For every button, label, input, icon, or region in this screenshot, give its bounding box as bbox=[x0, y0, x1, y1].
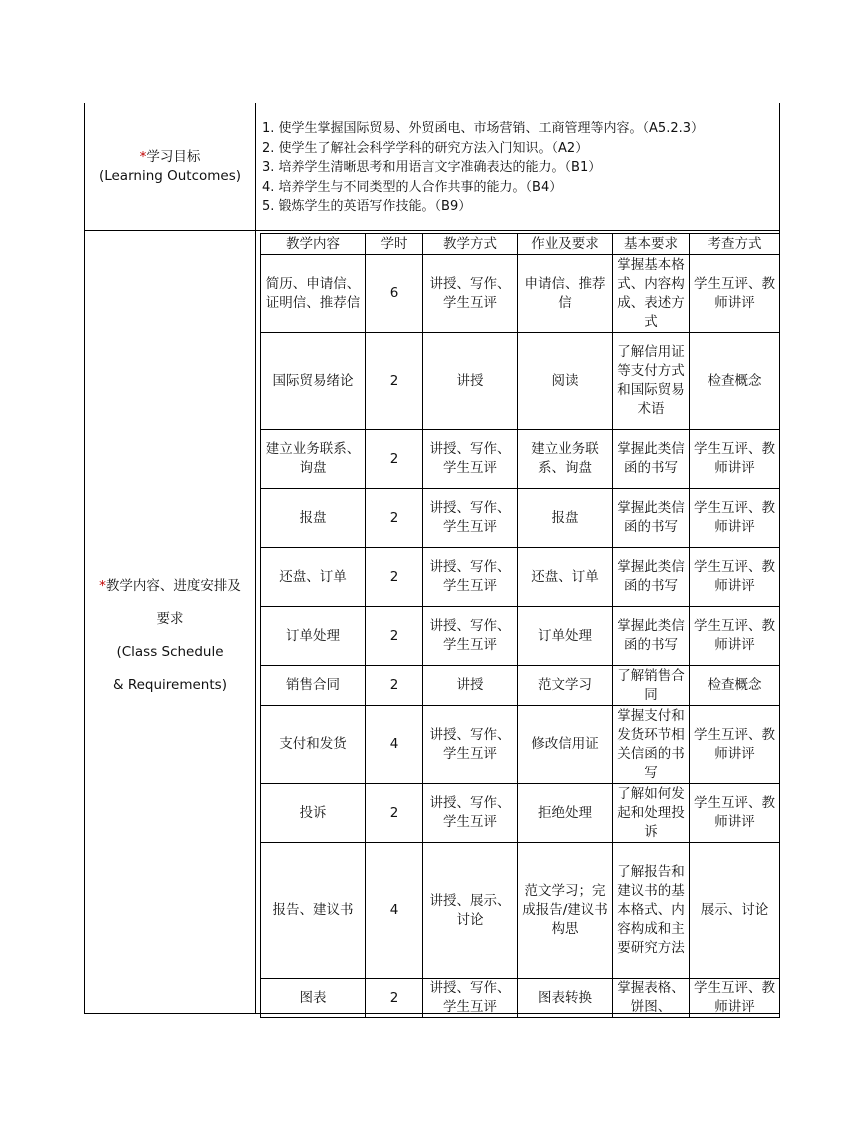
cell-basic: 掌握此类信函的书写 bbox=[613, 489, 690, 548]
outcome-item: 4. 培养学生与不同类型的人合作共事的能力。（B4） bbox=[262, 179, 563, 195]
cell-method: 讲授、写作、学生互评 bbox=[423, 607, 518, 666]
learning-outcomes-label bbox=[85, 148, 255, 186]
table-row bbox=[261, 979, 780, 1018]
cell-assess: 学生互评、教师讲评 bbox=[690, 489, 780, 548]
cell-content: 报盘 bbox=[261, 489, 366, 548]
cell-assess: 检查概念 bbox=[690, 666, 780, 706]
cell-content: 图表 bbox=[261, 979, 366, 1018]
cell-assess: 学生互评、教师讲评 bbox=[690, 430, 780, 489]
cell-basic: 掌握此类信函的书写 bbox=[613, 607, 690, 666]
cell-content: 投诉 bbox=[261, 784, 366, 843]
section-divider bbox=[84, 230, 780, 231]
header-hours: 学时 bbox=[366, 234, 423, 255]
cell-content: 报告、建议书 bbox=[261, 843, 366, 979]
cell-method: 讲授、写作、学生互评 bbox=[423, 979, 518, 1018]
cell-assess: 学生互评、教师讲评 bbox=[690, 784, 780, 843]
cell-assess: 学生互评、教师讲评 bbox=[690, 706, 780, 784]
table-row bbox=[261, 784, 780, 843]
schedule-label-zh-1: 教学内容、进度安排及 bbox=[105, 578, 241, 594]
cell-hours: 2 bbox=[366, 666, 423, 706]
table-row bbox=[261, 607, 780, 666]
schedule-label-zh-2: 要求 bbox=[156, 611, 184, 627]
cell-basic: 掌握支付和发货环节相关信函的书写 bbox=[613, 706, 690, 784]
cell-assess: 展示、讨论 bbox=[690, 843, 780, 979]
cell-method: 讲授、写作、学生互评 bbox=[423, 255, 518, 333]
learning-outcomes-list bbox=[262, 119, 704, 217]
cell-hours: 2 bbox=[366, 430, 423, 489]
cell-homework: 申请信、推荐信 bbox=[518, 255, 613, 333]
schedule-label-en-1: (Class Schedule bbox=[116, 644, 224, 660]
cell-content: 简历、申请信、证明信、推荐信 bbox=[261, 255, 366, 333]
cell-basic: 了解如何发起和处理投诉 bbox=[613, 784, 690, 843]
header-content: 教学内容 bbox=[261, 234, 366, 255]
cell-method: 讲授、写作、学生互评 bbox=[423, 706, 518, 784]
learning-outcomes-label-zh: 学习目标 bbox=[146, 149, 201, 165]
schedule-table bbox=[260, 233, 780, 1018]
table-row bbox=[261, 666, 780, 706]
cell-homework: 报盘 bbox=[518, 489, 613, 548]
cell-content: 销售合同 bbox=[261, 666, 366, 706]
table-row bbox=[261, 706, 780, 784]
table-row bbox=[261, 255, 780, 333]
cell-content: 支付和发货 bbox=[261, 706, 366, 784]
table-row bbox=[261, 843, 780, 979]
table-row bbox=[261, 489, 780, 548]
outcome-item: 2. 使学生了解社会科学学科的研究方法入门知识。（A2） bbox=[262, 140, 589, 156]
cell-assess: 学生互评、教师讲评 bbox=[690, 548, 780, 607]
cell-assess: 学生互评、教师讲评 bbox=[690, 255, 780, 333]
cell-content: 订单处理 bbox=[261, 607, 366, 666]
cell-method: 讲授、写作、学生互评 bbox=[423, 784, 518, 843]
cell-homework: 还盘、订单 bbox=[518, 548, 613, 607]
cell-homework: 订单处理 bbox=[518, 607, 613, 666]
cell-homework: 修改信用证 bbox=[518, 706, 613, 784]
cell-homework: 阅读 bbox=[518, 333, 613, 430]
cell-homework: 建立业务联系、询盘 bbox=[518, 430, 613, 489]
table-row bbox=[261, 333, 780, 430]
cell-hours: 2 bbox=[366, 784, 423, 843]
frame-left-border bbox=[84, 103, 85, 1014]
header-method: 教学方式 bbox=[423, 234, 518, 255]
schedule-label bbox=[85, 570, 255, 702]
table-row bbox=[261, 430, 780, 489]
header-basic: 基本要求 bbox=[613, 234, 690, 255]
cell-content: 还盘、订单 bbox=[261, 548, 366, 607]
cell-method: 讲授、写作、学生互评 bbox=[423, 548, 518, 607]
header-homework: 作业及要求 bbox=[518, 234, 613, 255]
cell-basic: 掌握基本格式、内容构成、表述方式 bbox=[613, 255, 690, 333]
outcome-item: 1. 使学生掌握国际贸易、外贸函电、市场营销、工商管理等内容。（A5.2.3） bbox=[262, 121, 705, 136]
learning-outcomes-label-en: (Learning Outcomes) bbox=[98, 168, 242, 184]
cell-method: 讲授 bbox=[423, 333, 518, 430]
cell-hours: 2 bbox=[366, 333, 423, 430]
table-header-row bbox=[261, 234, 780, 255]
cell-basic: 了解信用证等支付方式和国际贸易术语 bbox=[613, 333, 690, 430]
required-asterisk: * bbox=[139, 149, 147, 165]
cell-hours: 2 bbox=[366, 489, 423, 548]
cell-assess: 学生互评、教师讲评 bbox=[690, 607, 780, 666]
table-row bbox=[261, 548, 780, 607]
cell-homework: 图表转换 bbox=[518, 979, 613, 1018]
cell-homework: 范文学习；完成报告/建议书构思 bbox=[518, 843, 613, 979]
cell-content: 建立业务联系、询盘 bbox=[261, 430, 366, 489]
cell-basic: 了解销售合同 bbox=[613, 666, 690, 706]
cell-basic: 掌握表格、饼图、 bbox=[613, 979, 690, 1018]
outcome-item: 3. 培养学生清晰思考和用语言文字准确表达的能力。（B1） bbox=[262, 160, 602, 175]
cell-hours: 4 bbox=[366, 843, 423, 979]
cell-homework: 拒绝处理 bbox=[518, 784, 613, 843]
cell-assess: 学生互评、教师讲评 bbox=[690, 979, 780, 1018]
required-asterisk: * bbox=[99, 578, 106, 594]
schedule-label-en-2: & Requirements) bbox=[113, 677, 227, 693]
cell-assess: 检查概念 bbox=[690, 333, 780, 430]
cell-homework: 范文学习 bbox=[518, 666, 613, 706]
cell-method: 讲授、展示、讨论 bbox=[423, 843, 518, 979]
cell-basic: 掌握此类信函的书写 bbox=[613, 430, 690, 489]
cell-hours: 2 bbox=[366, 548, 423, 607]
cell-hours: 4 bbox=[366, 706, 423, 784]
cell-method: 讲授 bbox=[423, 666, 518, 706]
cell-hours: 2 bbox=[366, 607, 423, 666]
cell-method: 讲授、写作、学生互评 bbox=[423, 430, 518, 489]
cell-method: 讲授、写作、学生互评 bbox=[423, 489, 518, 548]
cell-hours: 6 bbox=[366, 255, 423, 333]
cell-basic: 掌握此类信函的书写 bbox=[613, 548, 690, 607]
cell-content: 国际贸易绪论 bbox=[261, 333, 366, 430]
frame-mid-border bbox=[255, 103, 256, 1014]
cell-hours: 2 bbox=[366, 979, 423, 1018]
header-assess: 考查方式 bbox=[690, 234, 780, 255]
cell-basic: 了解报告和建议书的基本格式、内容构成和主要研究方法 bbox=[613, 843, 690, 979]
outcome-item: 5. 锻炼学生的英语写作技能。（B9） bbox=[262, 199, 472, 214]
